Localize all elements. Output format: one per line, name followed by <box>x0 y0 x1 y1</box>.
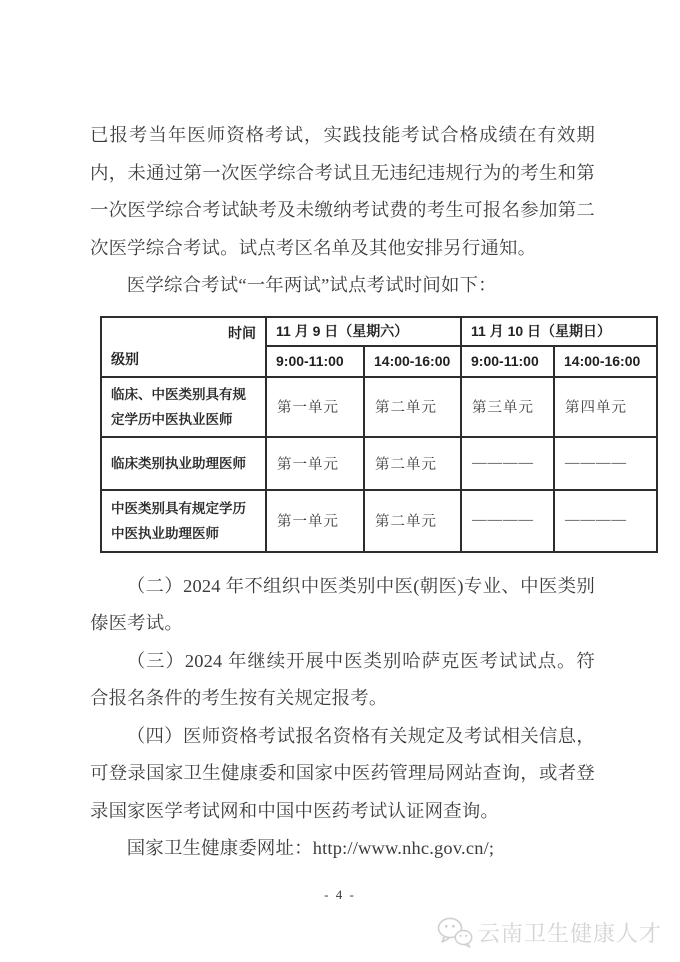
nhc-url-paragraph: 国家卫生健康委网址：http://www.nhc.gov.cn/; <box>126 838 495 858</box>
unit-cell: 第一单元 <box>266 437 364 490</box>
time-header-sun-afternoon: 14:00-16:00 <box>554 346 657 377</box>
wechat-icon <box>436 916 473 949</box>
watermark <box>436 916 662 949</box>
date-header-sunday: 11 月 10 日（星期日） <box>461 317 657 346</box>
unit-cell: ———— <box>554 490 657 552</box>
table-row <box>101 490 657 552</box>
watermark-label: 云南卫生健康人才 <box>477 921 662 946</box>
item-3-paragraph: （三）2024 年继续开展中医类别哈萨克医考试试点。符合报名条件的考生按有关规定报考。 <box>90 650 595 708</box>
time-header-sat-afternoon: 14:00-16:00 <box>364 346 461 377</box>
unit-cell: 第一单元 <box>266 377 364 437</box>
unit-cell: 第二单元 <box>364 490 461 552</box>
table-row <box>101 437 657 490</box>
unit-cell: 第一单元 <box>266 490 364 552</box>
table-row <box>101 377 657 437</box>
time-header-sat-morning: 9:00-11:00 <box>266 346 364 377</box>
paragraph-continued-from-previous-page: 已报考当年医师资格考试，实践技能考试合格成绩在有效期内，未通过第一次医学综合考试且无违纪违规行为的考生和第一次医学综合考试缺考及未缴纳考试费的考生可报名参加第二次医学综合考试。试点考区名单及其他安排另行通知。 <box>90 125 595 258</box>
unit-cell: 第二单元 <box>364 437 461 490</box>
page-number: - 4 - <box>324 887 356 902</box>
table-header-row-dates <box>101 317 657 346</box>
document-content <box>90 117 641 868</box>
row-label-cell: 临床类别执业助理医师 <box>101 437 266 490</box>
unit-cell: ———— <box>554 437 657 490</box>
unit-cell: ———— <box>461 437 554 490</box>
item-2-paragraph: （二）2024 年不组织中医类别中医(朝医)专业、中医类别傣医考试。 <box>90 575 595 633</box>
item-4-paragraph: （四）医师资格考试报名资格有关规定及考试相关信息，可登录国家卫生健康委和国家中医药管理局网站查询，或者登录国家医学考试网和中国中医药考试认证网查询。 <box>90 725 595 821</box>
corner-header-cell <box>101 317 266 377</box>
unit-cell: 第三单元 <box>461 377 554 437</box>
table-intro-paragraph: 医学综合考试“一年两试”试点考试时间如下： <box>126 275 497 295</box>
row-label-cell: 临床、中医类别具有规定学历中医执业医师 <box>101 377 266 437</box>
unit-cell: 第四单元 <box>554 377 657 437</box>
time-header-sun-morning: 9:00-11:00 <box>461 346 554 377</box>
date-header-saturday: 11 月 9 日（星期六） <box>266 317 461 346</box>
unit-cell: ———— <box>461 490 554 552</box>
exam-schedule-table <box>100 316 658 553</box>
unit-cell: 第二单元 <box>364 377 461 437</box>
corner-time-label: 时间 <box>228 324 256 341</box>
row-label-cell: 中医类别具有规定学历中医执业助理医师 <box>101 490 266 552</box>
corner-level-label: 级别 <box>111 350 139 367</box>
